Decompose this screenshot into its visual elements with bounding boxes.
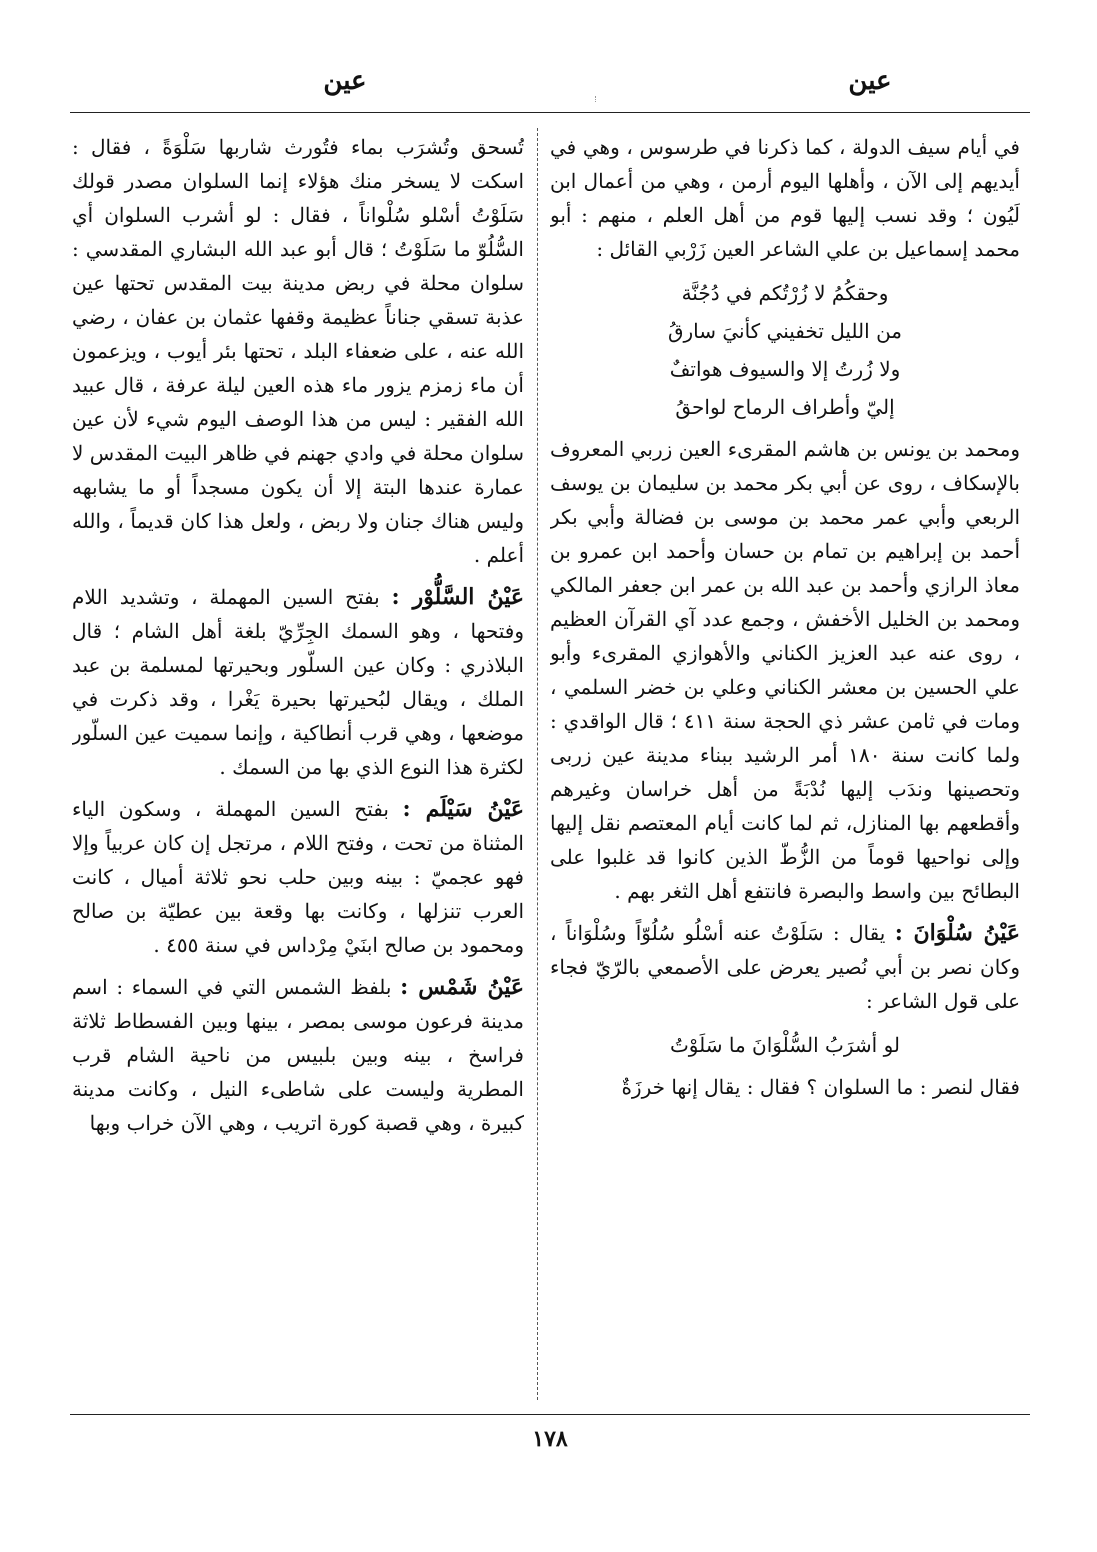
paragraph: ومحمد بن يونس بن هاشم المقرىء العين زربي المعروف بالإسكاف ، روى عن أبي بكر محمد بن سليمان بن يوسف الربعي وأبي عمر محمد بن موسى بن فضالة وأبي بكر أحمد بن إبراهيم بن تمام بن حسان وأحمد ابن عمرو بن معاذ الرازي وأحمد بن عبد الله بن عمر ابن جعفر المالكي ومحمد بن الخليل الأخفش ، وجمع عدد آي القرآن العظيم ، روى عنه عبد العزيز الكناني والأهوازي المقرىء وأبو علي الحسين بن معشر الكناني وعلي بن خضر السلمي ، ومات في ثامن عشر ذي الحجة سنة ٤١١ ؛ قال الواقدي : ولما كانت سنة ١٨٠ أمر الرشيد ببناء مدينة عين زربى وتحصينها وندَب إليها نُدْبَةً من أهل خراسان وغيرهم وأقطعهم بها المنازل، ثم لما كانت أيام المعتصم نقل إليها وإلى نواحيها قوماً من الزُّطّ الذين كانوا قد غلبوا على البطائح بين واسط والبصرة فانتفع أهل الثغر بهم . — [550, 437, 1020, 903]
header-left-word: عين — [323, 66, 367, 96]
entry-paragraph — [72, 970, 524, 1140]
bottom-rule — [70, 1414, 1030, 1415]
entry-headword: عَيْنُ السَّلُّوْر : — [391, 584, 524, 610]
entry-paragraph — [550, 916, 1020, 1018]
entry-headword: عَيْنُ شَمْس : — [400, 974, 524, 1000]
right-column — [550, 130, 1020, 1402]
verse-line: من الليل تخفيني كأنيَ سارقُ — [667, 319, 903, 343]
entry-text: بفتح السين المهملة ، وسكون الياء المثناة من تحت ، وفتح اللام ، مرتجل إن كان عربياً وإلا فهو عجميّ : بينه وبين حلب نحو ثلاثة أميال ، كانت العرب تنزلها ، وكانت بها وقعة بين عطيّة بن صالح ومحمود بن صالح ابنَيْ مِرْداس في سنة ٤٥٥ . — [72, 797, 524, 957]
running-header — [70, 66, 1030, 114]
page-number: ١٧٨ — [532, 1426, 568, 1452]
entry-headword: عَيْنُ سَيْلَم : — [402, 796, 524, 822]
header-right-word: عين — [848, 66, 892, 96]
verse-line: إليّ وأطراف الرماح لواحقُ — [675, 395, 895, 419]
entry-headword: عَيْنُ سُلْوَانَ : — [894, 920, 1020, 946]
column-divider — [537, 128, 538, 1400]
entry-text: بلفظ الشمس التي في السماء : اسم مدينة فرعون موسى بمصر ، بينها وبين الفسطاط ثلاثة فراسخ ، بينه وبين بلبيس من ناحية الشام قرب المطرية وليست على شاطىء النيل ، وكانت مدينة كبيرة ، وهي قصبة كورة اتريب ، وهي الآن خراب وبها — [72, 975, 524, 1135]
verse-line: ولا زُرتُ إلا والسيوف هواتفٌ — [669, 357, 901, 381]
verse-line: لو أشرَبُ السُّلْوَانَ ما سَلَوْتُ — [669, 1033, 901, 1057]
scan-speck — [595, 96, 600, 102]
verse-line: وحقكُمُ لا زُرْتُكم في دُجُنَّة — [681, 281, 889, 305]
verse-block — [590, 1026, 980, 1064]
entry-paragraph — [72, 580, 524, 784]
entry-text: يقال : سَلَوْتُ عنه أسْلُو سُلُوّاً وسُلْوَاناً ، وكان نصر بن أبي نُصير يعرض على الأصمعي بالرّيّ فجاء على قول الشاعر : — [550, 921, 1020, 1013]
paragraph: في أيام سيف الدولة ، كما ذكرنا في طرسوس ، وهي في أيديهم إلى الآن ، وأهلها اليوم أرمن ، وهي من أعمال ابن لَيُون ؛ وقد نسب إليها قوم من أهل العلم ، منهم : أبو محمد إسماعيل بن علي الشاعر العين زَرْبي القائل : — [550, 135, 1020, 261]
verse-block — [590, 274, 980, 426]
entry-paragraph — [72, 792, 524, 962]
left-column — [72, 130, 524, 1402]
paragraph: فقال لنصر : ما السلوان ؟ فقال : يقال إنها خرزَةٌ — [621, 1075, 1020, 1099]
top-rule — [70, 112, 1030, 113]
paragraph: تُسحق وتُشرَب بماء فتُورث شاربها سَلْوَةً ، فقال : اسكت لا يسخر منك هؤلاء إنما السلوان مصدر قولك سَلَوْتُ أسْلو سُلْواناً ، فقال : لو أشرب السلوان أي السُّلُوّ ما سَلَوْتُ ؛ قال أبو عبد الله البشاري المقدسي : سلوان محلة في ربض مدينة بيت المقدس تحتها عين عذبة تسقي جناناً عظيمة وقفها عثمان بن عفان ، رضي الله عنه ، على ضعفاء البلد ، تحتها بئر أيوب ، ويزعمون أن ماء زمزم يزور ماء هذه العين ليلة عرفة ، قال عبيد الله الفقير : ليس من هذا الوصف اليوم شيء لأن عين سلوان محلة في وادي جهنم في ظاهر البيت المقدس لا عمارة عندها البتة إلا أن يكون مسجداً أو ما يشابهه وليس هناك جنان ولا ربض ، ولعل هذا كان قديماً ، والله أعلم . — [72, 135, 524, 567]
entry-text: بفتح السين المهملة ، وتشديد اللام وفتحها ، وهو السمك الجِرِّيّ بلغة أهل الشام ؛ قال البلاذري : وكان عين السلّور وبحيرتها لمسلمة بن عبد الملك ، ويقال لبُحيرتها بحيرة يَغْرا ، وقد ذكرت في موضعها ، وهي قرب أنطاكية ، وإنما سميت عين السلّور لكثرة هذا النوع الذي بها من السمك . — [72, 585, 524, 779]
